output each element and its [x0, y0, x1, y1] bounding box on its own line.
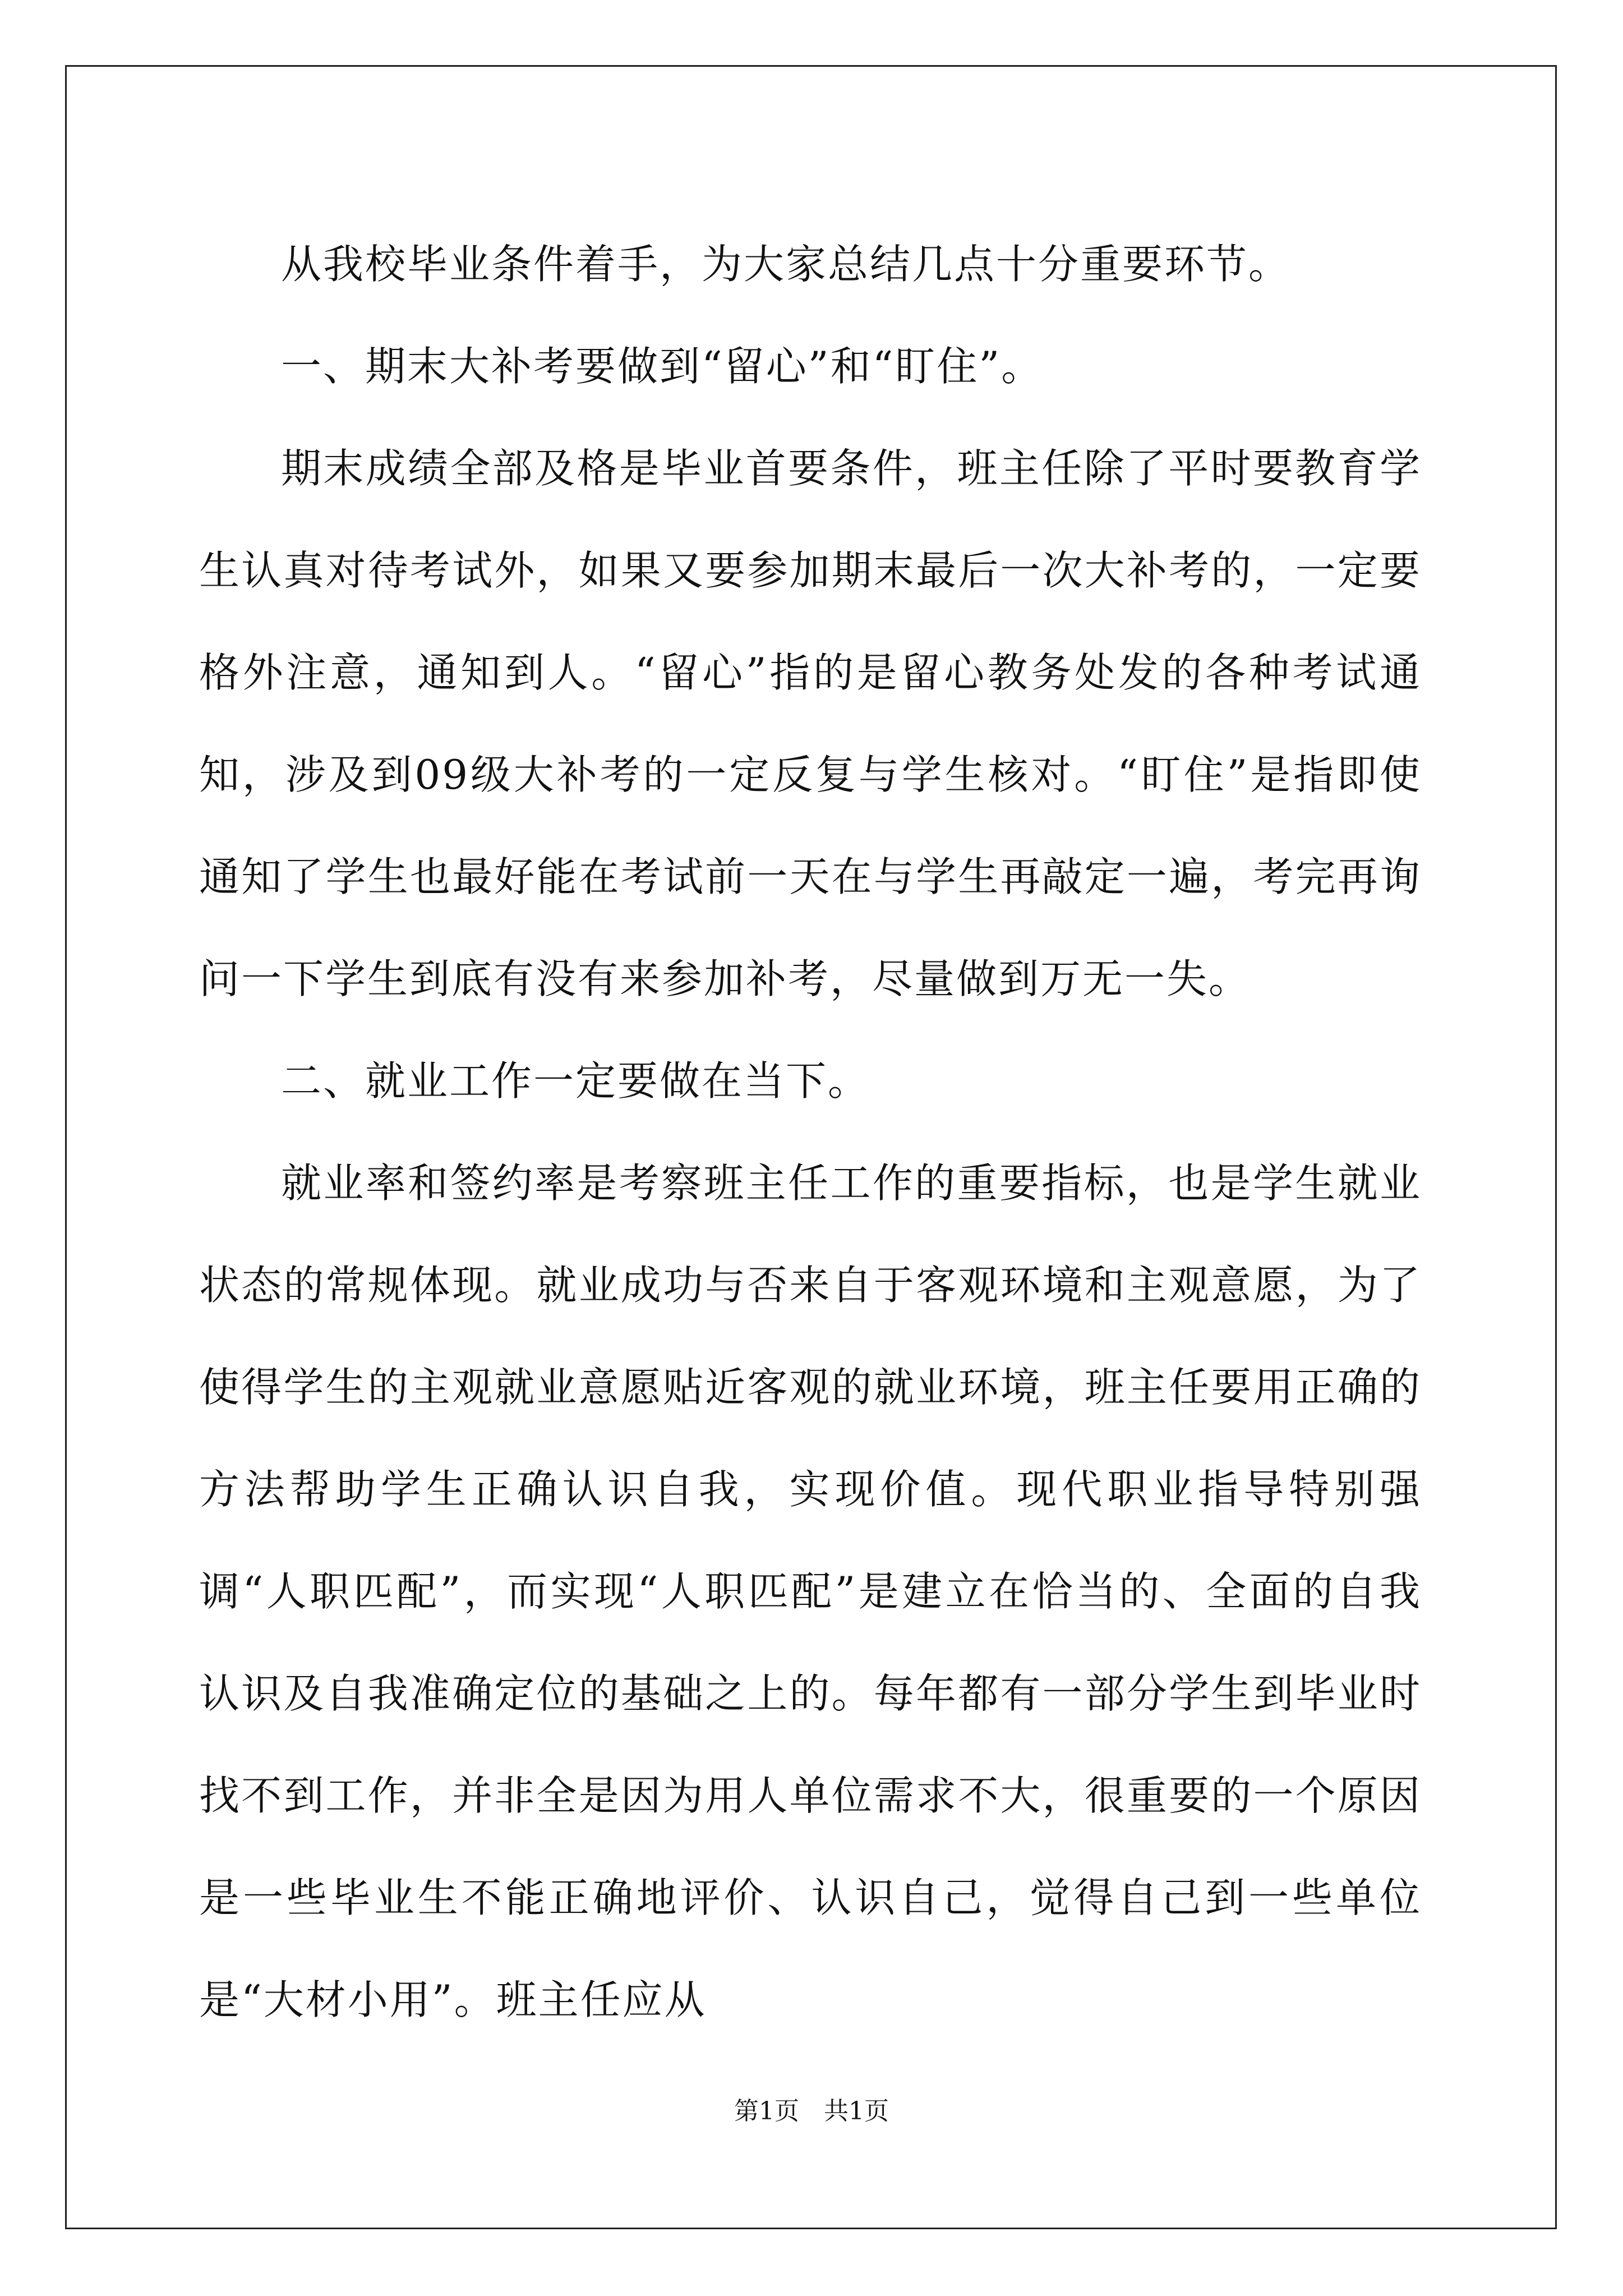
- paragraph-section-two: 就业率和签约率是考察班主任工作的重要指标，也是学生就业状态的常规体现。就业成功与否来自于客观环境和主观意愿，为了使得学生的主观就业意愿贴近客观的就业环境，班主任要用正确的方法帮助学生正确认识自我，实现价值。现代职业指导特别强调“人职匹配”，而实现“人职匹配”是建立在恰当的、全面的自我认识及自我准确定位的基础之上的。每年都有一部分学生到毕业时找不到工作，并非全是因为用人单位需求不大，很重要的一个原因是一些毕业生不能正确地评价、认识自己，觉得自己到一些单位是“大材小用”。班主任应从: [199, 1159, 1422, 2023]
- paragraph-section-one: 期末成绩全部及格是毕业首要条件，班主任除了平时要教育学生认真对待考试外，如果又要参加期末最后一次大补考的，一定要格外注意，通知到人。“留心”指的是留心教务处发的各种考试通知，涉及到09级大补考的一定反复与学生核对。“盯住”是指即使通知了学生也最好能在考试前一天在与学生再敲定一遍，考完再询问一下学生到底有没有来参加补考，尽量做到万无一失。: [199, 445, 1422, 1002]
- heading-section-two: 二、就业工作一定要做在当下。: [281, 1057, 870, 1105]
- paragraph-intro: 从我校毕业条件着手，为大家总结几点十分重要环节。: [281, 241, 1291, 288]
- page-footer: 第1页 共1页: [734, 2097, 889, 2125]
- heading-section-one: 一、期末大补考要做到“留心”和“盯住”。: [281, 343, 1044, 390]
- document-body: [199, 213, 1422, 2051]
